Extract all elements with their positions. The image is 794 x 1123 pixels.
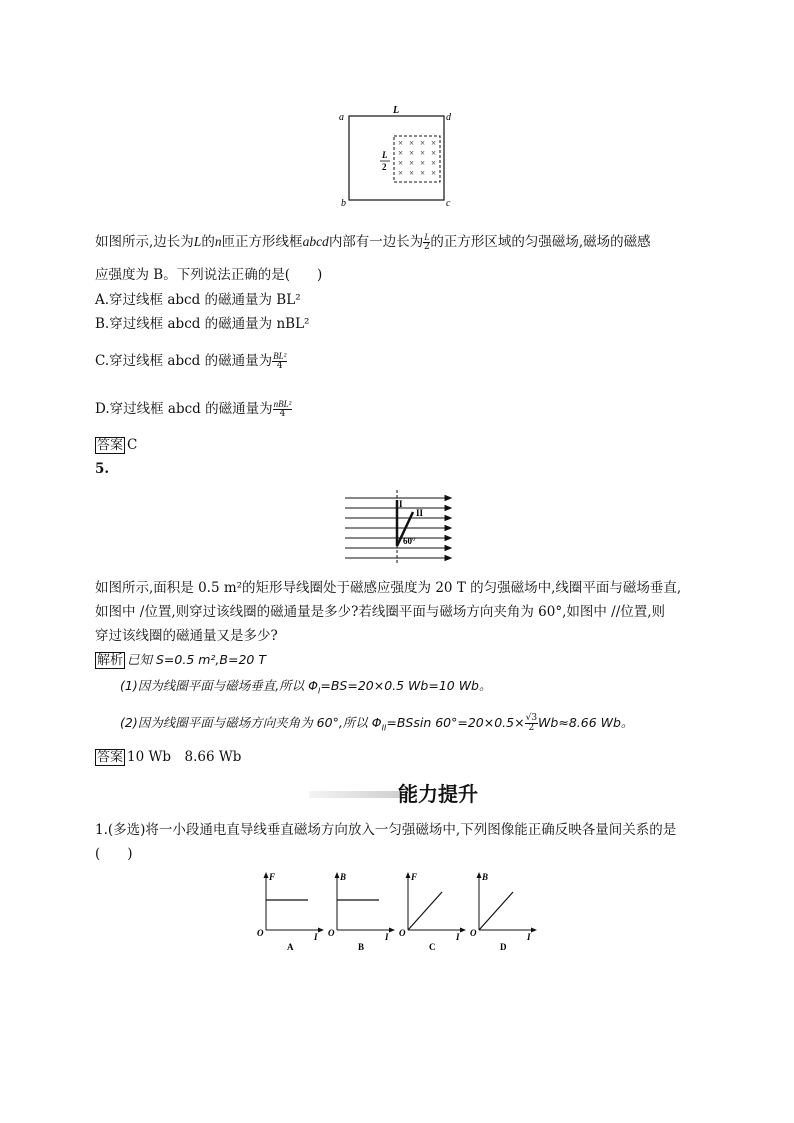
analysis-text: =BSsin 60°=20×0.5× — [386, 715, 525, 730]
position-I-label: I — [399, 499, 403, 509]
graph-c-y-label: F — [411, 872, 418, 882]
q5-stem-line1: 如图所示,面积是 0.5 m²的矩形导线圈处于磁感应强度为 20 T 的匀强磁场中,线圈平面与磁场垂直, — [95, 580, 682, 596]
svg-text:×: × — [409, 168, 415, 178]
q4-stem-line2: 应强度为 B。下列说法正确的是( ) — [95, 267, 323, 283]
q4-var-abcd: abcd — [302, 234, 329, 249]
q5-analysis-line3 — [120, 714, 633, 738]
q4-option-c — [95, 352, 287, 371]
q4-option-b: B.穿过线框 abcd 的磁通量为 nBL² — [95, 316, 310, 332]
svg-text:×: × — [398, 148, 404, 158]
q4-stem-text: 的 — [201, 234, 215, 250]
vertex-c: c — [446, 198, 451, 209]
graph-b-caption: B — [358, 942, 365, 952]
answer-label-box: 答案 — [97, 750, 124, 765]
graph-a — [252, 868, 327, 953]
svg-text:×: × — [431, 168, 437, 178]
graph-d-x-label: I — [527, 932, 531, 942]
angle-60-label: 60° — [403, 536, 416, 546]
answer-value: 10 Wb 8.66 Wb — [127, 749, 242, 765]
svg-text:×: × — [431, 138, 437, 148]
graph-d-caption: D — [500, 942, 507, 952]
graph-d — [465, 868, 540, 953]
graph-c-caption: C — [429, 942, 436, 952]
frac-num: nBL² — [273, 399, 292, 409]
graph-c — [394, 868, 469, 953]
half-length-den: 2 — [382, 162, 387, 172]
svg-text:×: × — [431, 158, 437, 168]
graph-b-y-label: B — [340, 872, 347, 882]
position-II-label: II — [416, 508, 424, 518]
side-length-label: L — [393, 105, 400, 116]
answer-label-box: 答案 — [97, 438, 124, 453]
svg-text:×: × — [420, 168, 426, 178]
q5-number: 5. — [95, 461, 110, 477]
q5-stem-line2: 如图中 /位置,则穿过该线圈的磁通量是多少?若线圈平面与磁场方向夹角为 60°,如图中 //位置,则 — [95, 604, 666, 620]
square-frame-figure — [335, 100, 465, 210]
option-d-text: D.穿过线框 abcd 的磁通量为 — [95, 401, 273, 417]
vertex-a: a — [339, 112, 344, 123]
q4-answer — [95, 436, 137, 455]
section-header-bar — [309, 791, 401, 798]
phi-subscript: II — [381, 723, 387, 733]
q4-stem-line1 — [95, 233, 651, 252]
analysis-text: =BS=20×0.5 Wb=10 Wb。 — [320, 678, 492, 693]
q4-stem-text: 内部有一边长为 — [328, 234, 424, 250]
option-c-fraction — [272, 352, 287, 371]
frac-num: L — [424, 232, 430, 242]
q4-stem-text: 匝正方形线框 — [221, 234, 303, 250]
graph-d-origin: O — [470, 928, 477, 938]
q4-option-a: A.穿过线框 abcd 的磁通量为 BL² — [95, 292, 301, 308]
svg-text:×: × — [420, 148, 426, 158]
frac-den: 2 — [423, 242, 430, 252]
graph-c-origin: O — [399, 928, 406, 938]
section-title: 能力提升 — [398, 782, 478, 806]
q4-var-L: L — [193, 234, 202, 249]
graph-a-y-label: F — [269, 872, 276, 882]
svg-text:×: × — [398, 138, 404, 148]
graph-b — [323, 868, 398, 953]
svg-text:×: × — [398, 168, 404, 178]
field-lines-figure — [340, 488, 455, 566]
q5-stem-line3: 穿过该线圈的磁通量又是多少? — [95, 628, 278, 644]
frac-den: 4 — [279, 409, 286, 419]
q5-analysis-line2 — [120, 677, 492, 701]
frac-num: √3 — [525, 713, 538, 723]
svg-text:×: × — [409, 138, 415, 148]
q4-option-d — [95, 400, 292, 419]
svg-text:×: × — [409, 158, 415, 168]
option-c-text: C.穿过线框 abcd 的磁通量为 — [95, 353, 273, 369]
answer-value: C — [127, 437, 138, 453]
vertex-b: b — [341, 198, 346, 209]
analysis-text: (1)因为线圈平面与磁场垂直,所以 Φ — [120, 678, 318, 693]
q4-var-n: n — [214, 234, 222, 249]
p1-stem-line1: 1.(多选)将一小段通电直导线垂直磁场方向放入一匀强磁场中,下列图像能正确反映各量间关系的是 — [95, 822, 677, 838]
analysis-text: 已知 S=0.5 m²,B=20 T — [127, 652, 266, 667]
vertex-d: d — [446, 112, 451, 123]
svg-text:×: × — [431, 148, 437, 158]
p1-stem-line2: ( ) — [95, 846, 133, 862]
analysis-text: (2)因为线圈平面与磁场方向夹角为 60°,所以 Φ — [120, 715, 382, 730]
svg-text:×: × — [420, 158, 426, 168]
frac-den: 4 — [276, 361, 283, 371]
frac-num: BL² — [273, 351, 287, 361]
half-length-num: L — [382, 150, 388, 160]
graph-d-y-label: B — [482, 872, 489, 882]
q5-analysis-line1 — [95, 651, 266, 670]
graph-c-x-label: I — [456, 932, 460, 942]
svg-text:×: × — [398, 158, 404, 168]
analysis-text: Wb≈8.66 Wb。 — [538, 715, 634, 730]
svg-text:×: × — [420, 138, 426, 148]
q4-stem-text: 如图所示,边长为 — [95, 234, 194, 250]
sqrt3-over-2-fraction — [525, 714, 538, 733]
option-d-fraction — [273, 400, 293, 419]
q5-answer — [95, 748, 241, 767]
graph-b-origin: O — [328, 928, 335, 938]
svg-text:×: × — [409, 148, 415, 158]
frac-den: 2 — [528, 723, 535, 733]
graph-b-x-label: I — [385, 932, 389, 942]
analysis-label-box: 解析 — [97, 653, 124, 668]
q4-stem-text: 的正方形区域的匀强磁场,磁场的磁感 — [430, 234, 651, 250]
graph-a-x-label: I — [314, 932, 318, 942]
graph-a-origin: O — [257, 928, 264, 938]
graph-a-caption: A — [287, 942, 294, 952]
phi-subscript: I — [318, 686, 321, 696]
